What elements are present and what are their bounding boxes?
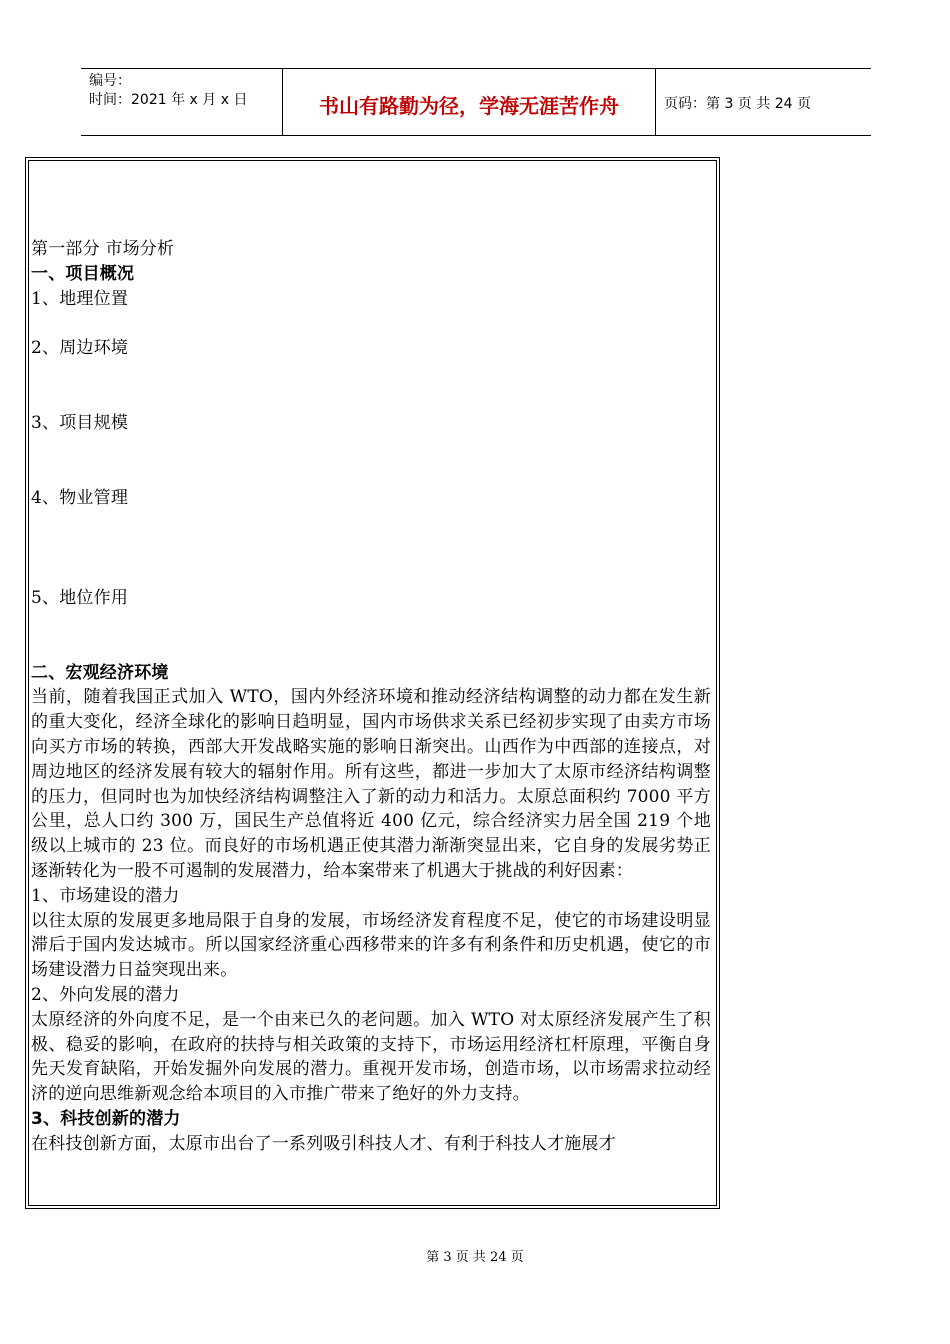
header-bottom-rule <box>81 135 871 136</box>
document-body <box>31 237 711 1157</box>
list-item: 4、物业管理 <box>31 487 129 508</box>
header-left-cell <box>89 72 247 110</box>
list-item: 2、周边环境 <box>31 338 129 359</box>
paragraph: 当前，随着我国正式加入 WTO，国内外经济环境和推动经济结构调整的动力都在发生新的重大变化，经济全球化的影响日趋明显，国内市场供求关系已经初步实现了由卖方市场向买方市场的转换，西部大开发战略实施的影响日渐突出。山西作为中西部的连接点，对周边地区的经济发展有较大的辐射作用。所有这些，都进一步加大了太原市经济结构调整的压力，但同时也为加快经济结构调整注入了新的动力和活力。太原总面积约 7000 平方公里，总人口约 300 万，国民生产总值将近 400 亿元，综合经济实力居全国 219 个地级以上城市的 23 位。而良好的市场机遇正使其潜力渐渐突显出来，它自身的发展劣势正逐渐转化为一股不可遏制的发展潜力，给本案带来了机遇大于挑战的利好因素： <box>31 687 711 881</box>
list-item: 5、地位作用 <box>31 587 129 608</box>
subsection-heading: 1、市场建设的潜力 <box>31 885 180 906</box>
subsection-heading: 3、科技创新的潜力 <box>31 1108 181 1129</box>
page-footer: 第 3 页 共 24 页 <box>426 1250 524 1265</box>
header-top-rule <box>81 68 871 69</box>
header-page-label: 页码：第 3 页 共 24 页 <box>664 96 811 112</box>
document-date-label: 时间：2021 年 x 月 x 日 <box>89 92 248 108</box>
paragraph: 太原经济的外向度不足，是一个由来已久的老问题。加入 WTO 对太原经济发展产生了积极、稳妥的影响，在政府的扶持与相关政策的支持下，市场运用经济杠杆原理，平衡自身先天发育缺陷，开始发掘外向发展的潜力。重视开发市场，创造市场，以市场需求拉动经济的逆向思维新观念给本项目的入市推广带来了绝好的外力支持。 <box>31 1009 711 1105</box>
section-heading-project-overview: 一、项目概况 <box>31 263 135 284</box>
paragraph: 在科技创新方面，太原市出台了一系列吸引科技人才、有利于科技人才施展才 <box>31 1133 616 1154</box>
part-title: 第一部分 市场分析 <box>31 239 175 259</box>
list-item: 3、项目规模 <box>31 413 129 434</box>
list-item: 1、地理位置 <box>31 288 129 309</box>
document-number-label: 编号： <box>89 73 131 89</box>
subsection-heading: 2、外向发展的潜力 <box>31 984 180 1005</box>
section-heading-macro-economy: 二、宏观经济环境 <box>31 662 169 683</box>
content-frame <box>28 160 717 1206</box>
header-motto: 书山有路勤为径，学海无涯苦作舟 <box>319 94 619 118</box>
paragraph: 以往太原的发展更多地局限于自身的发展，市场经济发育程度不足，使它的市场建设明显滞后于国内发达城市。所以国家经济重心西移带来的许多有利条件和历史机遇，使它的市场建设潜力日益突现出来。 <box>31 910 711 981</box>
header-divider-right <box>655 68 656 136</box>
